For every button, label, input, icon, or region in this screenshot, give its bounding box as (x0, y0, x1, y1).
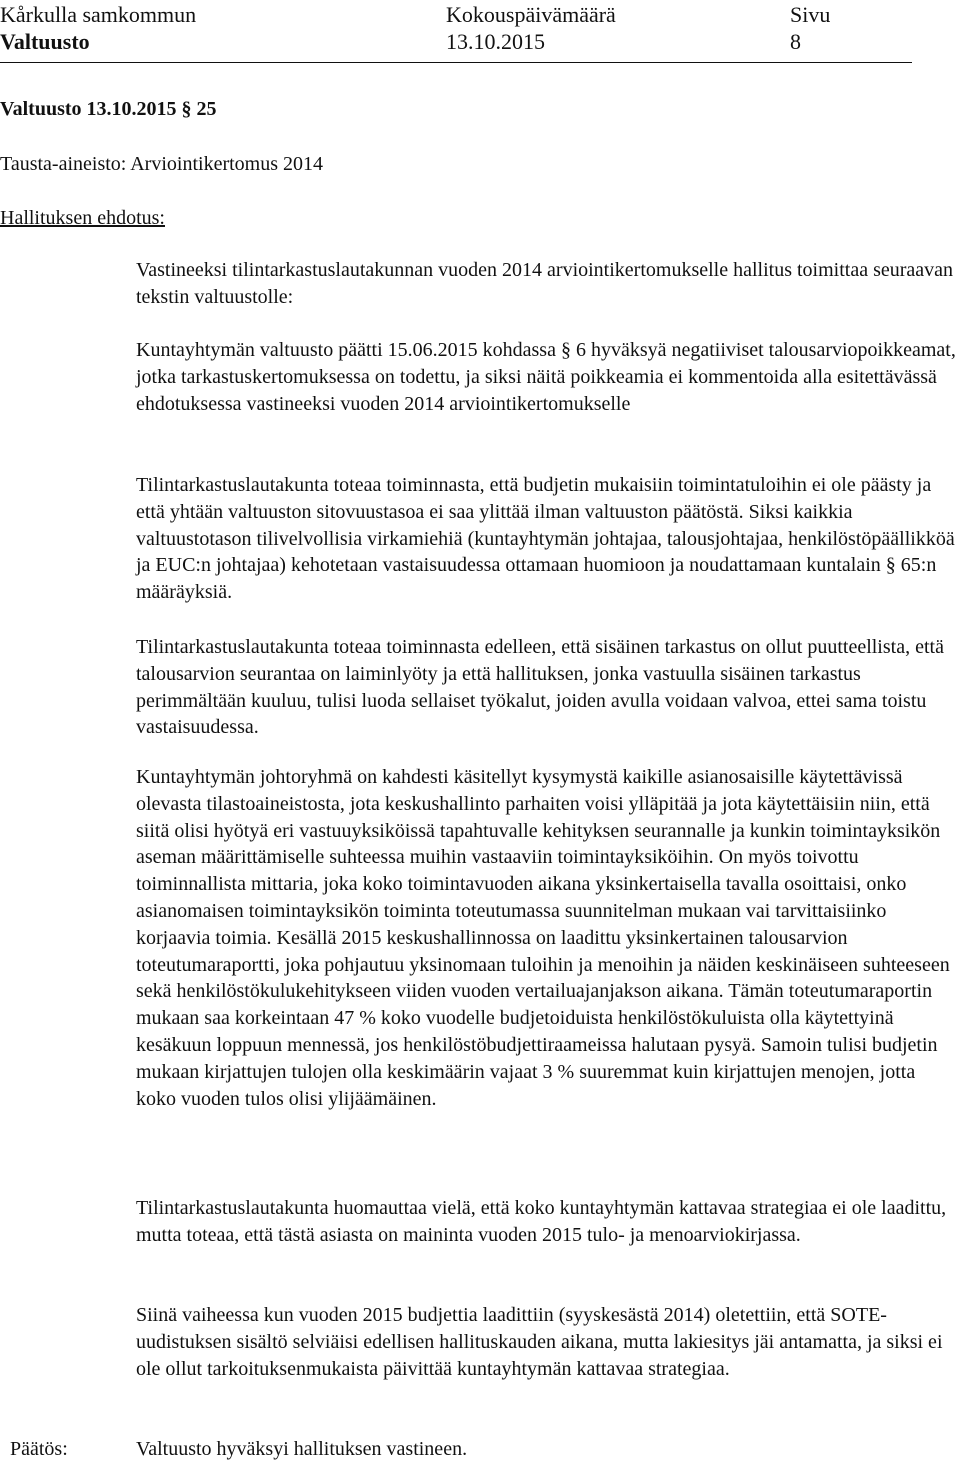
proposal-paragraph-7 (136, 1302, 958, 1382)
organization-name: Kårkulla samkommun (0, 2, 197, 27)
paragraph-text: Kuntayhtymän valtuusto päätti 15.06.2015 kohdassa § 6 hyväksyä negatiiviset talousarviopoikkeamat, jotka tarkastuskertomuksessa on todettu, ja siksi näitä poikkeamia ei kommentoida alla esitettävässä ehdotuksessa vastineeksi vuoden 2014 arviointikertomukselle (136, 339, 956, 415)
meeting-date: 13.10.2015 (446, 29, 545, 54)
page-number: 8 (790, 29, 801, 54)
proposal-paragraph-6 (136, 1195, 958, 1249)
paragraph-text: Vastineeksi tilintarkastuslautakunnan vuoden 2014 arviointikertomukselle hallitus toimittaa seuraavan tekstin valtuustolle: (136, 259, 954, 308)
page-label: Sivu (790, 2, 831, 27)
organ-name: Valtuusto (0, 29, 90, 54)
proposal-paragraph-1 (136, 257, 958, 311)
paragraph-text: Tilintarkastuslautakunta huomauttaa vielä, että koko kuntayhtymän kattavaa strategiaa ei ole laadittu, mutta toteaa, että tästä asiasta on maininta vuoden 2015 tulo- ja menoarviokirjassa. (136, 1197, 947, 1246)
section-date: 13.10.2015 (86, 98, 177, 120)
paragraph-text: Siinä vaiheessa kun vuoden 2015 budjettia laadittiin (syyskesästä 2014) oletettiin, että SOTE-uudistuksen sisältö selviäisi edellisen hallituskauden aikana, mutta lakiesitys jäi antamatta, ja siksi ei ole ollut tarkoituksenmukaista päivittää kuntayhtymän kattavaa strategiaa. (136, 1304, 943, 1380)
paragraph-text: Tilintarkastuslautakunta toteaa toiminnasta edelleen, että sisäinen tarkastus on ollut puutteellista, että talousarvion seurantaa on laiminlyöty ja että hallituksen, jonka vastuulla sisäinen tarkastus perimmältään kuuluu, tulisi luoda sellaiset työkalut, joiden avulla voidaan valvoa, ettei sama toistu vastaisuudessa. (136, 636, 944, 739)
proposal-paragraph-2 (136, 337, 958, 417)
section-organ: Valtuusto (0, 98, 82, 120)
proposal-label: Hallituksen ehdotus: (0, 207, 165, 229)
section-heading (0, 96, 217, 122)
section-paragraph-icon: § (181, 98, 192, 120)
proposal-paragraph-3 (136, 472, 958, 606)
meeting-date-label: Kokouspäivämäärä (446, 2, 616, 27)
decision-text: Valtuusto hyväksyi hallituksen vastineen. (136, 1438, 468, 1460)
proposal-paragraph-4 (136, 634, 958, 741)
background-material: Tausta-aineisto: Arviointikertomus 2014 (0, 153, 323, 175)
decision-label: Päätös: (10, 1438, 68, 1460)
paragraph-text: Tilintarkastuslautakunta toteaa toiminnasta, että budjetin mukaisiin toimintatuloihin ei ole päästy ja että yhtään valtuuston sitovuustasoa ei saa ylittää ilman valtuuston päätöstä. Siksi kaikkia valtuustotason tilivelvollisia virkamiehiä (kuntayhtymän johtajaa, talousjohtajaa, henkilöstöpäällikköä ja EUC:n johtajaa) kehotetaan vastaisuudessa ottamaan huomioon ja noudattamaan kuntalain § 65:n määräyksiä. (136, 474, 955, 604)
paragraph-text: Kuntayhtymän johtoryhmä on kahdesti käsitellyt kysymystä kaikille asianosaisille käytettävissä olevasta tilastoaineistosta, jota keskushallinto parhaiten voisi ylläpitää ja jota käytettäisiin niin, että siitä olisi hyötyä eri vastuuyksiköissä tapahtuvalle kehityksen seurannalle ja kunkin toimintayksikön aseman määrittämiselle suhteessa muihin vastaaviin toimintayksiköihin. On myös toivottu toiminnallista mittaria, joka koko toimintavuoden aikana yksinkertaisella tavalla osoittaisi, onko asianomaisen toimintayksikön toiminta toteutumassa suunnitelman mukaan vai tarvittaisiinko korjaavia toimia. Kesällä 2015 keskushallinnossa on laadittu yksinkertainen talousarvion toteutumaraportti, joka pohjautuu yksinomaan tuloihin ja menoihin ja näiden keskinäiseen suhteeseen sekä henkilöstökulukehitykseen viiden vuoden vertailuajanjakson aikana. Tämän toteutumaraportin mukaan saa korkeintaan 47 % koko vuodelle budjetoiduista henkilöstökuluista olla käytettyinä kesäkuun loppuun mennessä, jos henkilöstöbudjettiraameissa halutaan pysyä. Samoin tulisi budjetin mukaan kirjattujen tulojen olla keskimäärin vajaat 3 % suuremmat kuin kirjattujen menojen, jotta koko vuoden tulos olisi ylijäämäinen. (136, 766, 950, 1110)
header-divider (0, 62, 912, 63)
section-number: 25 (196, 98, 217, 120)
proposal-paragraph-5 (136, 764, 958, 1112)
